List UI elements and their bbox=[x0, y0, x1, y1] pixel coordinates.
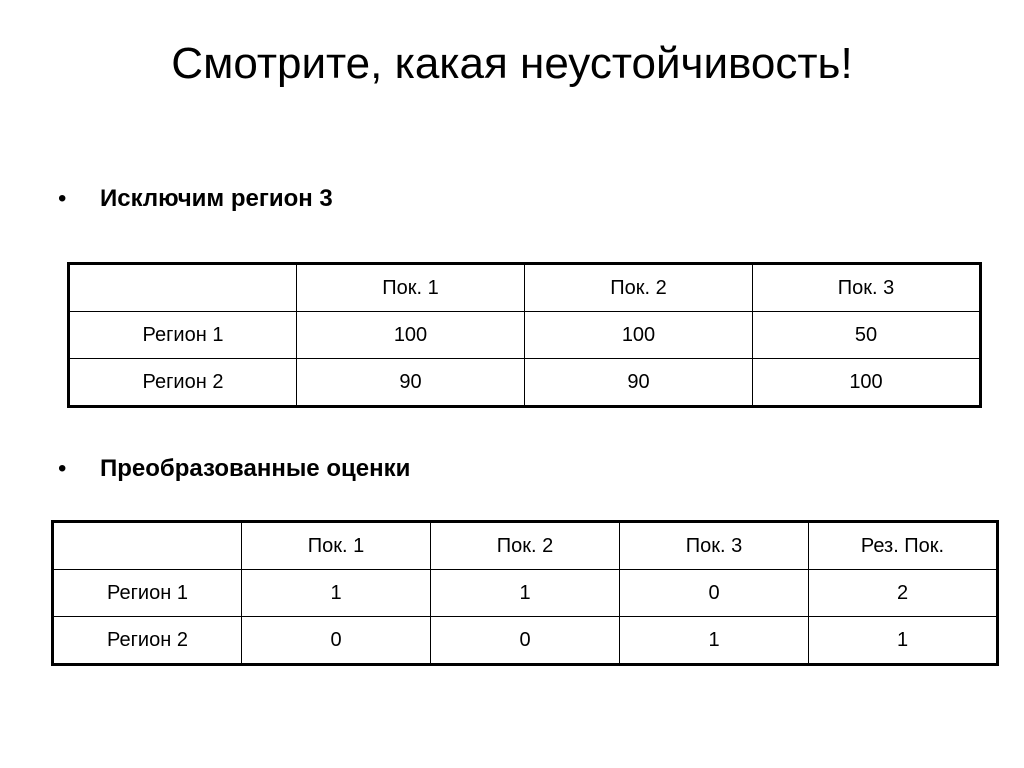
table-cell: 1 bbox=[809, 617, 998, 665]
row-label: Регион 2 bbox=[53, 617, 242, 665]
bullet-marker: • bbox=[58, 455, 67, 482]
slide-title: Смотрите, какая неустойчивость! bbox=[171, 39, 853, 88]
header-cell bbox=[53, 522, 242, 570]
header-cell: Пок. 1 bbox=[242, 522, 431, 570]
table-cell: 1 bbox=[620, 617, 809, 665]
header-cell: Пок. 2 bbox=[525, 264, 753, 312]
region-scores-table bbox=[67, 262, 982, 408]
table-header-row bbox=[53, 522, 998, 570]
header-cell: Рез. Пок. bbox=[809, 522, 998, 570]
table-row bbox=[69, 359, 981, 407]
header-cell: Пок. 3 bbox=[753, 264, 981, 312]
header-cell: Пок. 2 bbox=[431, 522, 620, 570]
table-cell: 1 bbox=[242, 570, 431, 617]
table-cell: 2 bbox=[809, 570, 998, 617]
table-cell: 90 bbox=[297, 359, 525, 407]
table-cell: 100 bbox=[525, 312, 753, 359]
table-row bbox=[53, 617, 998, 665]
bullet-text: Преобразованные оценки bbox=[100, 455, 411, 482]
row-label: Регион 1 bbox=[53, 570, 242, 617]
table-cell: 50 bbox=[753, 312, 981, 359]
row-label: Регион 1 bbox=[69, 312, 297, 359]
table-cell: 100 bbox=[297, 312, 525, 359]
table-row bbox=[69, 312, 981, 359]
bullet-text: Исключим регион 3 bbox=[100, 185, 333, 212]
table-cell: 1 bbox=[431, 570, 620, 617]
bullet-exclude-region bbox=[58, 184, 333, 214]
header-cell: Пок. 1 bbox=[297, 264, 525, 312]
transformed-scores-table bbox=[51, 520, 999, 666]
table-cell: 90 bbox=[525, 359, 753, 407]
table-cell: 0 bbox=[620, 570, 809, 617]
table-cell: 100 bbox=[753, 359, 981, 407]
table-header-row bbox=[69, 264, 981, 312]
table-cell: 0 bbox=[242, 617, 431, 665]
bullet-transformed-scores bbox=[58, 454, 410, 484]
table-row bbox=[53, 570, 998, 617]
header-cell: Пок. 3 bbox=[620, 522, 809, 570]
table-cell: 0 bbox=[431, 617, 620, 665]
row-label: Регион 2 bbox=[69, 359, 297, 407]
header-cell bbox=[69, 264, 297, 312]
bullet-marker: • bbox=[58, 185, 67, 212]
